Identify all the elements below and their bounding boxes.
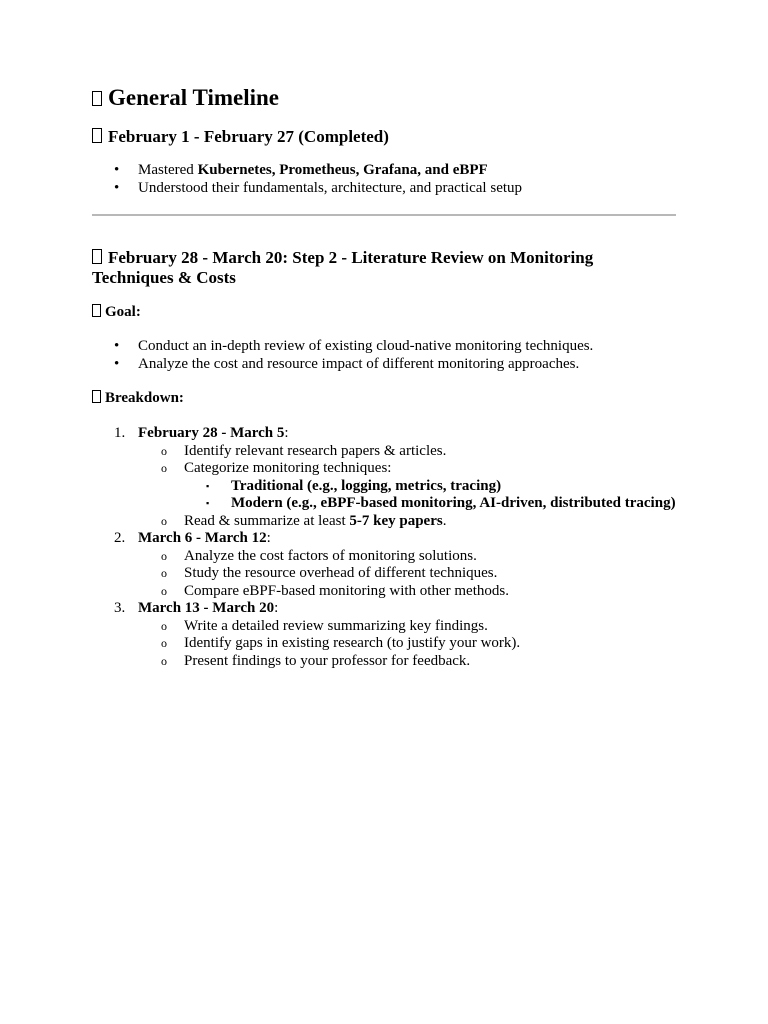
category-text: Modern (e.g., eBPF-based monitoring, AI-driven, distributed tracing) — [231, 495, 676, 511]
step-item — [92, 530, 676, 600]
square-marker: ▪ — [206, 480, 210, 491]
missing-glyph-icon — [92, 390, 101, 403]
step-colon: : — [266, 530, 271, 546]
list-item: • Conduct an in-depth review of existing cloud-native monitoring techniques. — [92, 338, 676, 356]
section1-list — [92, 162, 676, 197]
step-colon: : — [284, 425, 289, 441]
item-text: Mastered — [138, 162, 198, 178]
page-title-text: General Timeline — [108, 85, 279, 110]
sub-marker: o — [161, 461, 167, 475]
task-item — [138, 513, 676, 531]
task-item — [138, 460, 676, 513]
sub-marker: o — [161, 513, 167, 528]
item-bold-text: Kubernetes, Prometheus, Grafana, and eBPF — [197, 162, 488, 178]
task-item — [138, 548, 676, 566]
task-text: Present findings to your professor for feedback. — [184, 652, 471, 669]
task-item — [138, 583, 676, 601]
task-text: Identify relevant research papers & articles. — [184, 442, 447, 459]
goal-list — [92, 338, 676, 373]
document-content — [92, 84, 676, 670]
step-number: 3. — [114, 600, 126, 616]
category-item — [184, 495, 676, 513]
task-item — [138, 635, 676, 653]
page-title — [92, 84, 676, 112]
task-text: Study the resource overhead of different techniques. — [184, 565, 498, 581]
step-item — [92, 425, 676, 530]
missing-glyph-icon — [92, 304, 101, 317]
step-date: February 28 - March 5 — [138, 425, 285, 441]
task-text: Read & summarize at least — [184, 512, 350, 529]
list-item — [92, 162, 676, 180]
list-item: • Analyze the cost and resource impact of different monitoring approaches. — [92, 356, 676, 374]
sub-marker: o — [161, 618, 167, 633]
section2-heading — [92, 248, 676, 288]
breakdown-heading — [92, 389, 676, 407]
square-marker: ▪ — [206, 498, 210, 508]
sub-marker: o — [161, 443, 167, 458]
task-text: Analyze the cost factors of monitoring solutions. — [184, 547, 477, 564]
sub-marker: o — [161, 566, 167, 580]
list-item — [92, 180, 676, 198]
section2-heading-text: February 28 - March 20: Step 2 - Literature Review on Monitoring Techniques & Costs — [92, 248, 594, 287]
task-item — [138, 618, 676, 636]
breakdown-list — [92, 425, 676, 670]
task-item — [138, 443, 676, 461]
step-colon: : — [274, 600, 279, 616]
step-date: March 13 - March 20 — [138, 600, 275, 616]
step-number: 1. — [114, 425, 126, 441]
breakdown-heading-text: Breakdown: — [105, 390, 184, 406]
task-bold-text: 5-7 key papers — [349, 512, 443, 529]
sub-marker: o — [161, 583, 167, 598]
missing-glyph-icon — [92, 91, 102, 106]
goal-heading — [92, 303, 676, 321]
goal-heading-text: Goal: — [105, 304, 141, 320]
sub-marker: o — [161, 548, 167, 563]
task-item — [138, 565, 676, 583]
section1-heading — [92, 127, 676, 147]
task-list — [138, 443, 676, 531]
section1-heading-text: February 1 - February 27 (Completed) — [108, 127, 389, 146]
task-text: Compare eBPF-based monitoring with other methods. — [184, 582, 509, 599]
task-list — [138, 618, 676, 671]
task-text: Write a detailed review summarizing key findings. — [184, 617, 488, 634]
item-text: Understood their fundamentals, architecture, and practical setup — [138, 179, 523, 196]
category-list — [184, 478, 676, 513]
step-date: March 6 - March 12 — [138, 530, 267, 546]
category-text: Traditional (e.g., logging, metrics, tracing) — [231, 477, 502, 494]
step-item — [92, 600, 676, 670]
sub-marker: o — [161, 653, 167, 668]
task-text-end: . — [442, 512, 447, 529]
task-list — [138, 548, 676, 601]
missing-glyph-icon — [92, 128, 102, 143]
task-text: Categorize monitoring techniques: — [184, 460, 392, 476]
task-item — [138, 653, 676, 671]
missing-glyph-icon — [92, 249, 102, 264]
task-text: Identify gaps in existing research (to justify your work). — [184, 635, 521, 651]
step-number: 2. — [114, 530, 126, 546]
category-item — [184, 478, 676, 496]
sub-marker: o — [161, 636, 167, 650]
